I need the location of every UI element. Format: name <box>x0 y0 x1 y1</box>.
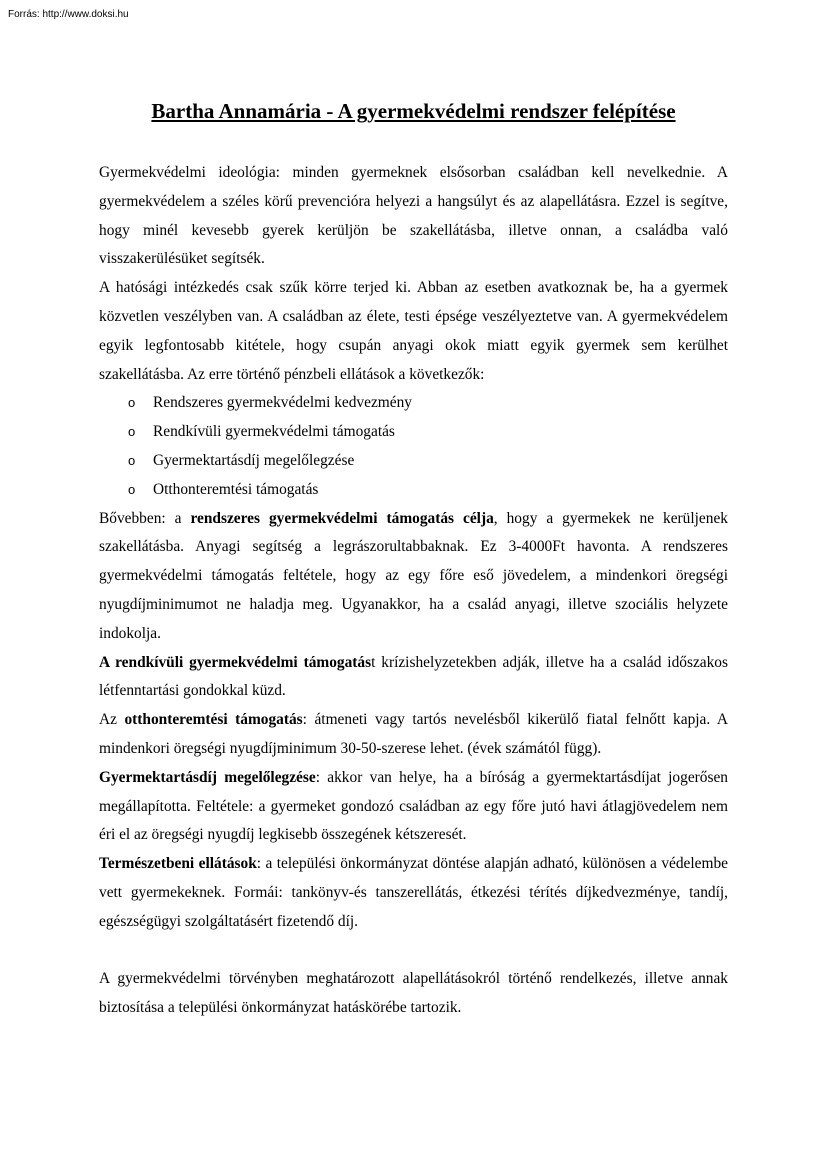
bullet-marker: o <box>128 424 136 440</box>
paragraph-conclusion: A gyermekvédelmi törvényben meghatározott alapellátásokról történő rendelkezés, illetve annak biztosítása a települési önkormányzat hatáskörébe tartozik. <box>99 970 728 1017</box>
paragraph-home-creation-support <box>99 706 728 764</box>
document-body <box>99 159 728 1023</box>
text-segment: Bővebben: a <box>99 509 191 527</box>
text-segment: t krízishelyzetekben adják, illetve ha a család időszakos létfenntartási gondokkal küzd. <box>99 653 728 700</box>
list-item-text: Gyermektartásdíj megelőlegzése <box>153 451 355 469</box>
text-segment: : akkor van helye, ha a bíróság a gyermektartásdíjat jogerősen megállapította. Feltétele: a gyermeket gondozó családban az egy főre jutó havi átlagjövedelem nem éri el az öregségi nyugdíj legkisebb összegének kétszeresét. <box>99 768 728 844</box>
paragraph-extraordinary-support <box>99 649 728 707</box>
text-segment: : átmeneti vagy tartós nevelésből kikerülő fiatal felnőtt kapja. A mindenkori öregségi nyugdíjminimum 30-50-szerese lehet. (évek számától függ). <box>99 711 729 757</box>
list-item-text: Rendszeres gyermekvédelmi kedvezmény <box>153 394 412 412</box>
document-title: Bartha Annamária - A gyermekvédelmi rendszer felépítése <box>151 99 676 123</box>
list-item <box>99 389 728 418</box>
paragraph-child-support-advance <box>99 764 728 850</box>
bullet-marker: o <box>128 481 136 497</box>
bold-term: rendszeres gyermekvédelmi támogatás célja <box>190 509 494 527</box>
bullet-marker: o <box>128 395 136 411</box>
bold-term: otthonteremtési támogatás <box>124 711 303 729</box>
paragraph-ideology: Gyermekvédelmi ideológia: minden gyermeknek elsősorban családban kell nevelkednie. A gyermekvédelem a széles körű prevencióra helyezi a hangsúlyt és az alapellátásra. Ezzel is segítve, hogy minél kevesebb gyerek kerüljön be szakellátásba, illetve onnan, a családba való visszakerülésüket segítsék. <box>99 164 728 268</box>
text-segment: , hogy a gyermekek ne kerüljenek szakellátásba. Anyagi segítség a legrászorultabbaknak. Ez 3-4000Ft havonta. A rendszeres gyermekvédelmi támogatás feltétele, hogy az egy főre eső jövedelem, a mindenkori öregségi nyugdíjminimumot ne haladja meg. Ugyanakkor, ha a család anyagi, illetve szociális helyzete indokolja. <box>99 509 728 642</box>
paragraph-in-kind-benefits <box>99 850 728 936</box>
list-item <box>99 418 728 447</box>
paragraph-spacer <box>99 937 728 966</box>
paragraph-authority-measures: A hatósági intézkedés csak szűk körre terjed ki. Abban az esetben avatkoznak be, ha a gyermek közvetlen veszélyben van. A családban az élete, testi épsége veszélyeztetve van. A gyermekvédelem egyik legfontosabb kitétele, hogy csupán anyagi okok miatt egyik gyermek sem kerülhet szakellátásba. Az erre történő pénzbeli ellátások a következők: <box>99 279 728 383</box>
list-item <box>99 476 728 505</box>
list-item-text: Otthonteremtési támogatás <box>153 480 319 498</box>
bold-term: A rendkívüli gyermekvédelmi támogatás <box>99 653 372 671</box>
bold-term: Természetbeni ellátások <box>99 855 257 873</box>
bullet-marker: o <box>128 452 136 468</box>
list-item <box>99 447 728 476</box>
text-segment: : a települési önkormányzat döntése alapján adható, különösen a védelembe vett gyermekeknek. Formái: tankönyv-és tanszerellátás, étkezési térítés díjkedvezménye, tandíj, egészségügyi szolgáltatásért fizetendő díj. <box>99 855 728 930</box>
list-item-text: Rendkívüli gyermekvédelmi támogatás <box>153 423 395 441</box>
paragraph-regular-support <box>99 505 728 649</box>
source-label: Forrás: http://www.doksi.hu <box>8 9 129 20</box>
bold-term: Gyermektartásdíj megelőlegzése <box>99 768 316 786</box>
benefits-list <box>99 389 728 504</box>
text-segment: Az <box>99 711 125 729</box>
